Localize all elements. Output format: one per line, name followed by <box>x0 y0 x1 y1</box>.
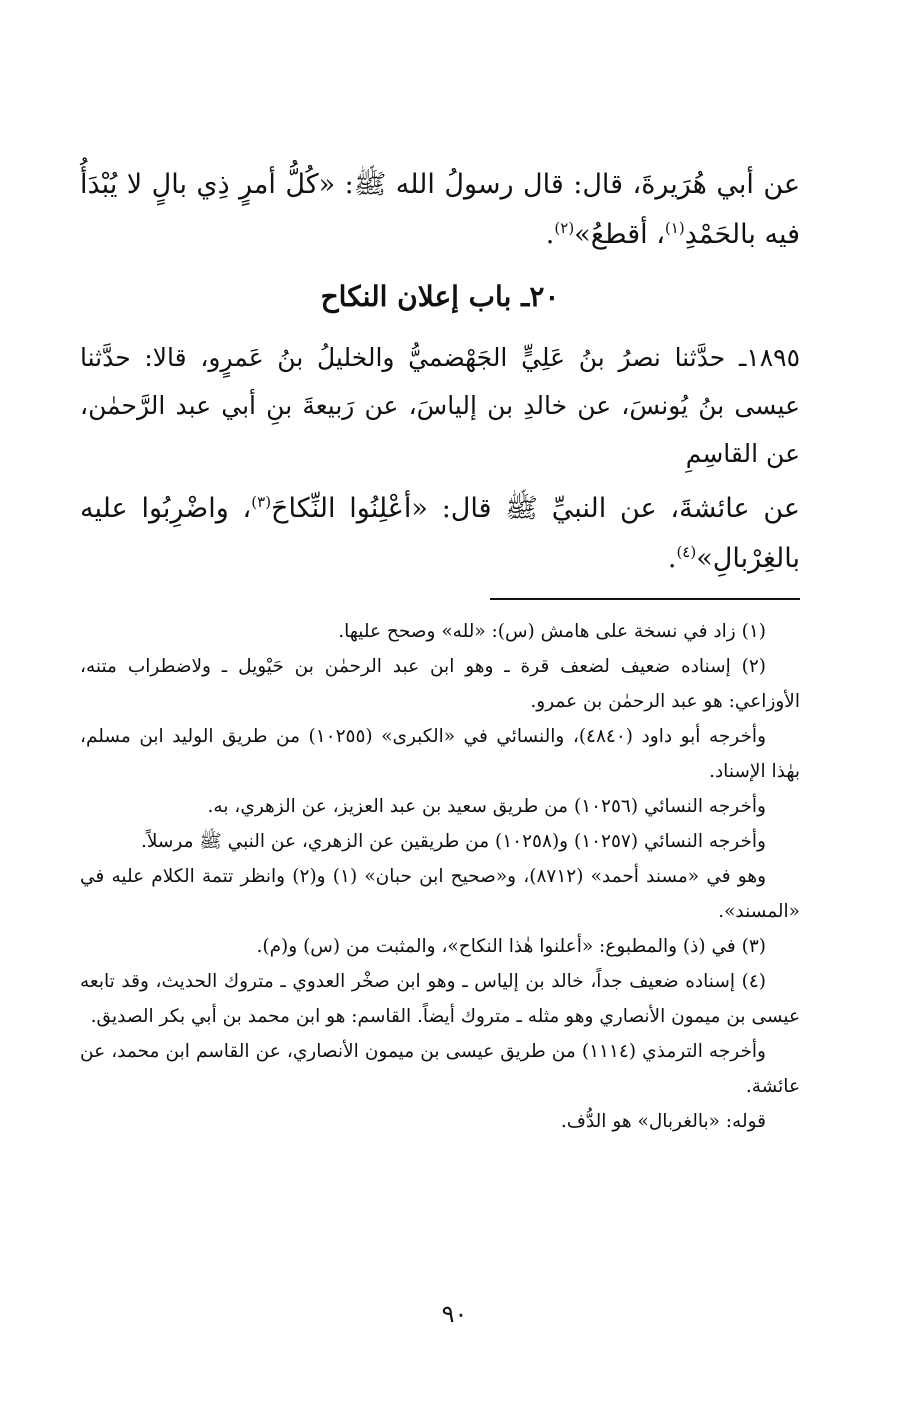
footnote: وأخرجه الترمذي (١١١٤) من طريق عيسى بن ميمون الأنصاري، عن القاسم ابن محمد، عن عائشة. <box>80 1041 800 1097</box>
page-body <box>80 160 800 1139</box>
footnote: (٣) في (ذ) والمطبوع: «أعلنوا هٰذا النكاح»، والمثبت من (س) و(م). <box>256 936 766 957</box>
footnote: وأخرجه أبو داود (٤٨٤٠)، والنسائي في «الكبرى» (١٠٢٥٥) من طريق الوليد ابن مسلم، بهٰذا الإسناد. <box>80 726 800 782</box>
footnote: (١) زاد في نسخة على هامش (س): «لله» وصحح عليها. <box>338 621 766 642</box>
page-number: ٩٠ <box>441 1300 468 1328</box>
hadith-text-2-part2: ، واضْرِبُوا عليه بالغِرْبالِ» <box>80 493 800 574</box>
hadith-text-2 <box>80 484 800 584</box>
footnote: وأخرجه النسائي (١٠٢٥٧) و(١٠٢٥٨) من طريقين عن الزهري، عن النبي ﷺ مرسلاً. <box>141 831 766 852</box>
footnote: (٢) إسناده ضعيف لضعف قرة ـ وهو ابن عبد الرحمٰن بن حَيْويل ـ ولاضطراب متنه، الأوزاعي: هو عبد الرحمٰن بن عمرو. <box>80 656 800 712</box>
footnote-ref-4: (٤) <box>676 543 697 561</box>
footnote: قوله: «بالغربال» هو الدُّف. <box>560 1111 766 1132</box>
hadith-isnad: ١٨٩٥ـ حدَّثنا نصرُ بنُ عَلِيٍّ الجَهْضميُّ والخليلُ بنُ عَمرٍو، قالا: حدَّثنا عيسى بنُ يُونسَ، عن خالدِ بن إلياسَ، عن رَبيعةَ بنِ أبي عبد الرَّحمٰن، عن القاسِمِ <box>80 343 800 468</box>
footnote: (٤) إسناده ضعيف جداً، خالد بن إلياس ـ وهو ابن صخْر العدوي ـ متروك الحديث، وقد تابعه عيسى بن ميمون الأنصاري وهو مثله ـ متروك أيضاً. القاسم: هو ابن محمد بن أبي بكر الصديق. <box>80 971 800 1027</box>
footnote: وهو في «مسند أحمد» (٨٧١٢)، و«صحيح ابن حبان» (١) و(٢) وانظر تتمة الكلام عليه في «المسند». <box>80 866 800 922</box>
footnote: وأخرجه النسائي (١٠٢٥٦) من طريق سعيد بن عبد العزيز، عن الزهري، به. <box>207 796 766 817</box>
footnote-ref-2: (٢) <box>554 219 575 237</box>
footnote-divider <box>490 598 800 600</box>
hadith-text-1-part1: عن أبي هُرَيرةَ، قال: قال رسولُ الله ﷺ: «كُلُّ أمرٍ ذِي بالٍ لا يُبْدَأُ فيه بالحَمْدِ <box>80 169 800 250</box>
chapter-heading: ٢٠ـ باب إعلان النكاح <box>320 280 560 313</box>
hadith-text-1-end: . <box>545 219 555 250</box>
hadith-text-1-part2: ، أقطعُ» <box>574 219 665 250</box>
hadith-text-2-end: . <box>667 543 677 574</box>
hadith-text-1 <box>80 160 800 260</box>
hadith-text-2-part1: عن عائشةَ، عن النبيِّ ﷺ قال: «أعْلِنُوا النِّكاحَ <box>271 493 800 524</box>
footnote-ref-1: (١) <box>664 219 685 237</box>
footnotes <box>80 614 800 1139</box>
footnote-ref-3: (٣) <box>251 493 272 511</box>
